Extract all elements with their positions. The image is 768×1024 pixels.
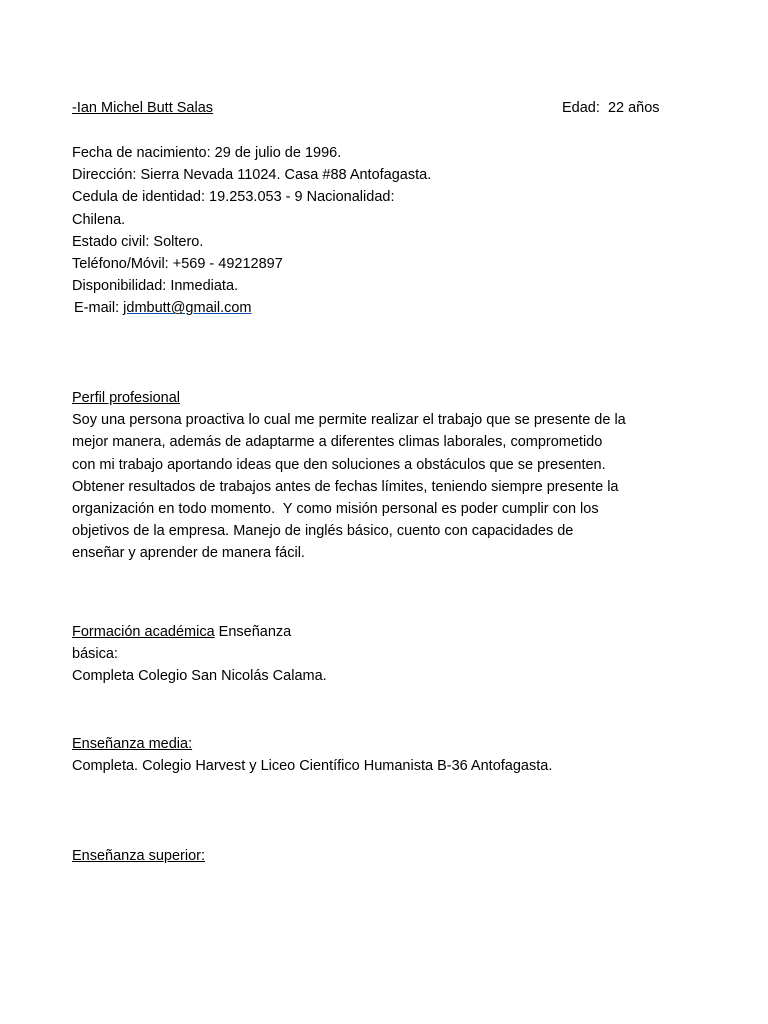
basic-education-detail: Completa Colegio San Nicolás Calama. — [72, 668, 327, 685]
secondary-education-section — [72, 733, 552, 777]
profile-line: organización en todo momento. Y como misión personal es poder cumplir con los — [72, 501, 599, 518]
id-line — [72, 186, 431, 208]
address-line — [72, 164, 431, 186]
basic-education-title-a: Enseñanza — [214, 624, 292, 640]
availability-line — [72, 275, 431, 297]
higher-education-section — [72, 845, 205, 867]
profile-line: Soy una persona proactiva lo cual me permite realizar el trabajo que se presente de la — [72, 412, 626, 429]
profile-line: Obtener resultados de trabajos antes de fechas límites, teniendo siempre presente la — [72, 478, 619, 495]
phone-line — [72, 253, 431, 275]
profile-line: con mi trabajo aportando ideas que den soluciones a obstáculos que se presenten. — [72, 456, 606, 473]
phone-value: +569 - 49212897 — [168, 256, 283, 273]
personal-info — [72, 142, 431, 320]
secondary-education-detail: Completa. Colegio Harvest y Liceo Científico Humanista B-36 Antofagasta. — [72, 758, 553, 775]
profile-line: objetivos de la empresa. Manejo de inglés básico, cuento con capacidades de — [72, 523, 574, 540]
email-label: E-mail: — [74, 300, 120, 317]
availability-label: Disponibilidad: — [72, 278, 167, 295]
basic-education-title-b: básica: — [72, 646, 118, 663]
birth-date-label: Fecha de nacimiento: — [72, 145, 211, 161]
civil-status-label: Estado civil: — [72, 233, 150, 250]
email-line — [72, 297, 431, 319]
availability-value: Inmediata. — [166, 278, 239, 295]
profile-line: enseñar y aprender de manera fácil. — [72, 545, 305, 562]
profile-title: Perfil profesional — [72, 390, 180, 406]
higher-education-title: Enseñanza superior: — [72, 848, 205, 864]
academic-title: Formación académica — [72, 624, 215, 640]
civil-status-line — [72, 231, 431, 253]
birth-date-line — [72, 142, 431, 164]
candidate-age: Edad: 22 años — [562, 100, 660, 116]
academic-heading-line — [72, 621, 327, 643]
secondary-education-title: Enseñanza media: — [72, 736, 193, 752]
nationality-label: Nacionalidad: — [306, 189, 395, 206]
civil-status-value: Soltero. — [149, 233, 204, 250]
profile-line: mejor manera, además de adaptarme a diferentes climas laborales, comprometido — [72, 434, 603, 451]
profile-section — [72, 387, 712, 565]
email-link[interactable]: jdmbutt@gmail.com — [123, 300, 252, 317]
academic-section — [72, 621, 327, 688]
candidate-name: -Ian Michel Butt Salas — [72, 100, 214, 116]
nationality-value: Chilena. — [72, 211, 126, 228]
address-value: Sierra Nevada 11024. Casa #88 Antofagasta. — [136, 167, 432, 184]
id-label: Cedula de identidad: — [72, 189, 206, 206]
phone-label: Teléfono/Móvil: — [72, 256, 169, 273]
id-value: 19.253.053 - 9 — [205, 189, 307, 206]
birth-date-value: 29 de julio de 1996. — [210, 145, 342, 161]
address-label: Dirección: — [72, 167, 137, 184]
